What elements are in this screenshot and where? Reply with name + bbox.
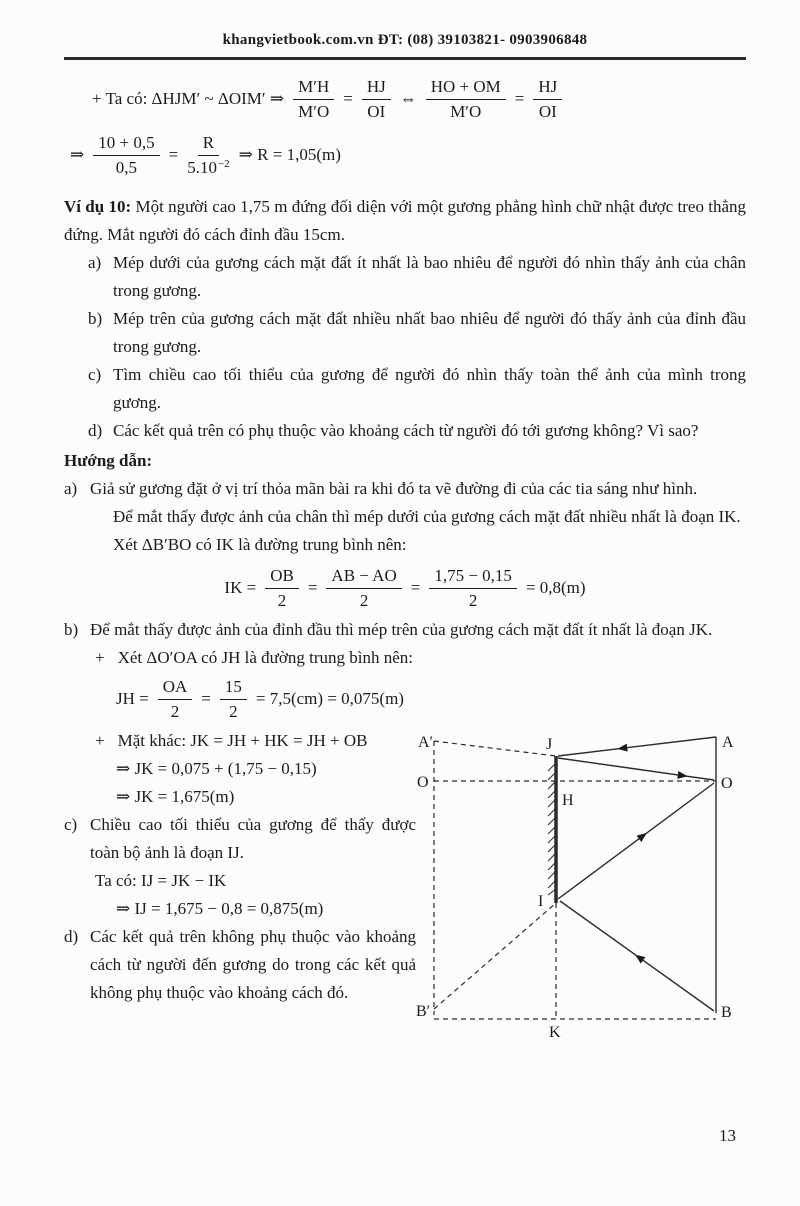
solution-c-text: Chiều cao tối thiểu của gương để thấy được toàn bộ ảnh là đoạn IJ. — [90, 814, 416, 862]
header-divider — [64, 57, 746, 60]
solution-c — [64, 811, 416, 867]
fraction-numerator: M′H — [293, 75, 334, 100]
fraction-numerator: HO + OM — [426, 75, 506, 100]
formula-ik — [64, 564, 746, 612]
item-text: Mép dưới của gương cách mặt đất ít nhất là bao nhiêu để người đó nhìn thấy ảnh của chân trong gương. — [113, 252, 746, 300]
example-10-intro — [64, 193, 746, 249]
fraction-oa-2 — [158, 675, 193, 723]
fraction-numerator: OB — [265, 564, 299, 589]
label-k: K — [549, 1023, 561, 1041]
solution-continued — [64, 727, 766, 1050]
equals-sign: = — [343, 88, 353, 108]
publisher-header: khangvietbook.com.vn ĐT: (08) 39103821- 0903906848 — [222, 32, 588, 48]
fraction-175-015-2 — [429, 564, 517, 612]
formula-prefix: + Ta có: ΔHJM′ ~ ΔOIM′ ⇒ — [92, 88, 285, 108]
fraction-denominator: OI — [367, 101, 386, 121]
label-h: H — [562, 791, 574, 809]
formula-triangle-similarity — [64, 75, 746, 123]
solution-a-p2: Để mắt thấy được ảnh của chân thì mép dưới của gương cách mặt đất nhiều nhất là đoạn IK. — [113, 506, 741, 526]
solution-a-p3: Xét ΔB′BO có IK là đường trung bình nên: — [113, 534, 407, 554]
item-marker: c) — [88, 364, 102, 384]
formula-radius-result — [64, 131, 746, 179]
denominator-base: 5.10 — [187, 157, 217, 177]
optics-ray-diagram — [416, 729, 746, 1041]
fraction-10-05 — [93, 131, 159, 179]
bullet-text: Xét ΔO′OA có JH là đường trung bình nên: — [117, 647, 413, 667]
image-head-extension-line — [434, 741, 556, 756]
formula-lhs: JH = — [116, 688, 149, 708]
ray-mirror-to-eye — [558, 758, 714, 780]
equals-sign: = — [307, 577, 318, 597]
solution-b-p1: Để mắt thấy được ảnh của đỉnh đầu thì mép trên của gương cách mặt đất ít nhất là đoạn JK. — [90, 619, 713, 639]
fraction-denominator: OI — [538, 101, 557, 121]
fraction-numerator: 10 + 0,5 — [93, 131, 159, 156]
label-b-image: B′ — [416, 1002, 431, 1020]
denominator-exponent: −2 — [217, 157, 230, 170]
fraction-hj-oi-2 — [533, 75, 562, 123]
line-jk-expansion: ⇒ JK = 0,075 + (1,75 − 0,15) — [116, 758, 317, 778]
formula-result: = 7,5(cm) = 0,075(m) — [255, 688, 404, 708]
ray-foot-to-mirror — [560, 901, 714, 1011]
question-item-b — [64, 305, 746, 361]
line-ij-result: ⇒ IJ = 1,675 − 0,8 = 0,875(m) — [116, 898, 324, 918]
solution-d-text: Các kết quả trên không phụ thuộc vào khoảng cách từ người đến gương do trong các kết quả không phụ thuộc vào khoảng cách đó. — [90, 926, 416, 1002]
fraction-ho-om-mo — [426, 75, 506, 123]
line-ij-definition: Ta có: IJ = JK − IK — [95, 870, 227, 890]
equals-sign: = — [514, 88, 525, 108]
item-text: Các kết quả trên có phụ thuộc vào khoảng cách từ người đó tới gương không? Vì sao? — [113, 420, 699, 440]
fraction-numerator: 1,75 − 0,15 — [429, 564, 517, 589]
solution-b-body — [90, 616, 746, 644]
plus-marker: + — [95, 730, 105, 750]
fraction-15-2 — [220, 675, 247, 723]
solution-text-column — [64, 727, 416, 1050]
equals-sign: = — [168, 144, 179, 164]
diagram-labels — [416, 734, 734, 1041]
solution-heading: Hướng dẫn: — [64, 450, 153, 470]
fraction-numerator: AB − AO — [326, 564, 401, 589]
fraction-numerator: HJ — [362, 75, 391, 100]
fraction-denominator: 2 — [229, 701, 238, 721]
solution-b — [64, 616, 746, 644]
example-label: Ví dụ 10: — [64, 196, 132, 216]
fraction-numerator: HJ — [533, 75, 562, 100]
fraction-ob-2 — [265, 564, 299, 612]
line-jk-result: ⇒ JK = 1,675(m) — [116, 786, 235, 806]
question-item-d — [64, 417, 746, 445]
implies-sign: ⇒ — [70, 144, 85, 164]
fraction-numerator: OA — [158, 675, 193, 700]
fraction-denominator: 0,5 — [115, 157, 138, 177]
iff-sign: ⇔ — [399, 88, 417, 108]
solution-b-bullet — [64, 644, 746, 672]
fraction-r-5e-2 — [187, 131, 229, 179]
fraction-denominator: M′O — [450, 101, 482, 121]
item-text: Tìm chiều cao tối thiểu của gương để người đó nhìn thấy toàn thể ảnh của mình trong gương. — [113, 364, 746, 412]
fraction-denominator: 2 — [359, 590, 369, 610]
line-mat-khac — [64, 727, 416, 755]
label-o-left: O — [417, 773, 429, 791]
fraction-denominator: 2 — [277, 590, 287, 610]
ray-mirror-bottom-to-eye — [558, 783, 714, 899]
fraction-denominator: 2 — [170, 701, 180, 721]
image-foot-extension-line — [434, 903, 556, 1009]
fraction-denominator — [187, 156, 229, 179]
solution-a-p1: Giả sử gương đặt ở vị trí thỏa mãn bài ra khi đó ta vẽ đường đi của các tia sáng như hình. — [90, 478, 698, 498]
label-a: A — [722, 733, 734, 751]
example-intro-text: Một người cao 1,75 m đứng đối diện với một gương phẳng hình chữ nhật được treo thẳng đứng. Mắt người đó cách đỉnh đầu 15cm. — [64, 196, 746, 244]
equals-sign: = — [201, 688, 211, 708]
formula-lhs: IK = — [224, 577, 257, 597]
line-text: Mặt khác: JK = JH + HK = JH + OB — [117, 730, 368, 750]
fraction-numerator: R — [198, 131, 219, 156]
fraction-ab-ao-2 — [326, 564, 401, 612]
label-i: I — [538, 892, 544, 910]
item-marker: b) — [88, 308, 103, 328]
ray-head-to-mirror — [558, 737, 716, 756]
item-text: Mép trên của gương cách mặt đất nhiều nhất bao nhiêu để người đó thấy ảnh của đỉnh đầu trong gương. — [113, 308, 746, 356]
fraction-denominator: 2 — [468, 590, 478, 610]
item-marker: c) — [64, 814, 78, 834]
plus-marker: + — [95, 647, 105, 667]
item-marker: a) — [64, 478, 78, 498]
item-marker: b) — [64, 619, 79, 639]
equals-sign: = — [410, 577, 421, 597]
page-number: 13 — [719, 1126, 736, 1145]
label-b: B — [721, 1003, 732, 1021]
fraction-numerator: 15 — [220, 675, 247, 700]
solution-a-body — [90, 475, 746, 559]
solution-d — [64, 923, 416, 1007]
question-item-a — [64, 249, 746, 305]
formula-result: = 0,8(m) — [525, 577, 586, 597]
diagram-column — [416, 727, 750, 1050]
formula-jh — [64, 675, 746, 723]
item-marker: d) — [64, 926, 79, 946]
result-text: ⇒ R = 1,05(m) — [238, 144, 341, 164]
label-o-right: O — [721, 774, 733, 792]
question-item-c — [64, 361, 746, 417]
item-marker: d) — [88, 420, 103, 440]
fraction-hj-oi — [362, 75, 391, 123]
fraction-mh-mo — [293, 75, 334, 123]
label-a-image: A′ — [418, 733, 434, 751]
item-marker: a) — [88, 252, 102, 272]
label-j: J — [546, 735, 553, 753]
fraction-denominator: M′O — [298, 101, 330, 121]
solution-a — [64, 475, 746, 559]
